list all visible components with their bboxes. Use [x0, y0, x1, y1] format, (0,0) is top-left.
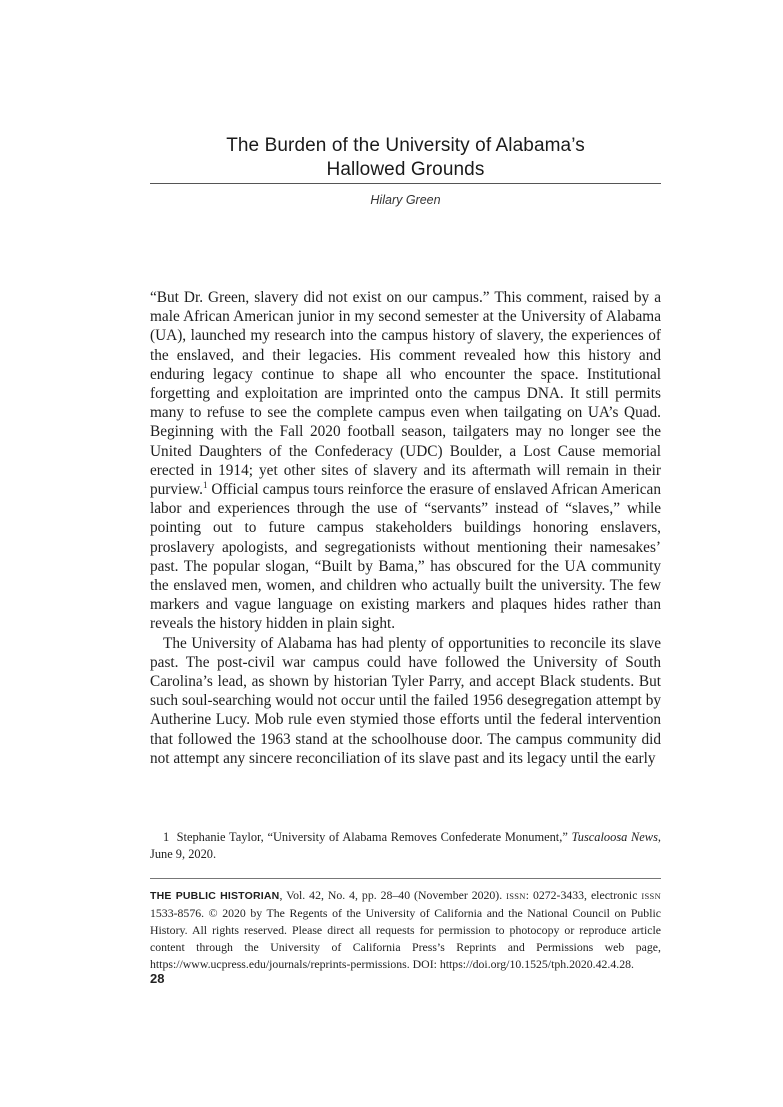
footnote-text-a: Stephanie Taylor, “University of Alabama Removes Confederate Monument,”: [176, 830, 572, 844]
footnote-text-b: , June 9, 2020.: [150, 830, 662, 861]
journal-name: THE PUBLIC HISTORIAN: [150, 890, 280, 902]
paragraph-1-text-a: “But Dr. Green, slavery did not exist on our campus.” This comment, raised by a male African American junior in my second semester at the University of Alabama (UA), launched my research into the campus history of slavery, the experiences of the enslaved, and their legacies. His comment revealed how this history and enduring legacy continue to shape all who encounter the space. Institutional forgetting and exploitation are imprinted onto the campus DNA. It still permits many to refuse to see the complete campus even when tailgating on UA’s Quad. Beginning with the Fall 2020 football season, tailgaters may no longer see the United Daughters of the Confederacy (UDC) Boulder, a Lost Cause memorial erected in 1914; yet other sites of slavery and its aftermath will remain in their purview.: [150, 289, 661, 499]
footnote-reference[interactable]: 1: [202, 479, 208, 490]
issn-label: ISSN: [506, 891, 526, 901]
eissn-label: ISSN: [641, 891, 662, 901]
body-paragraph-1: [150, 288, 661, 634]
issn-value: : 0272-3433, electronic: [525, 888, 642, 902]
journal-info: [150, 887, 661, 973]
footnote-source: Tuscaloosa News: [571, 830, 658, 844]
title-divider: [150, 183, 661, 184]
page-number: 28: [150, 971, 165, 986]
title-line-2: Hallowed Grounds: [326, 159, 485, 180]
journal-rights-text: 1533-8576. © 2020 by The Regents of the University of California and the National Council on Public History. All rights reserved. Please direct all requests for permission to photocopy or reproduce article content through the University of California Press’s Reprints and Permissions web page, https://www.ucpress.edu/journals/reprints-permissions. DOI: https://doi.org/10.1525/tph.2020.42.4.28.: [150, 906, 661, 972]
footnote-number: 1: [163, 830, 170, 844]
footnote-1: [150, 829, 661, 863]
title-line-1: The Burden of the University of Alabama’s: [226, 135, 585, 156]
author-name: Hilary Green: [370, 193, 441, 207]
journal-citation: , Vol. 42, No. 4, pp. 28–40 (November 2020).: [279, 888, 507, 902]
article-title: [150, 134, 661, 182]
body-paragraph-2: The University of Alabama has had plenty of opportunities to reconcile its slave past. The post-civil war campus could have followed the University of South Carolina’s lead, as shown by historian Tyler Parry, and accept Black students. But such soul-searching would not occur until the failed 1956 desegregation attempt by Autherine Lucy. Mob rule even stymied those efforts until the federal intervention that followed the 1963 stand at the schoolhouse door. The campus community did not attempt any sincere reconciliation of its slave past and its legacy until the early: [150, 634, 661, 767]
paragraph-1-text-b: Official campus tours reinforce the erasure of enslaved African American labor and experiences through the use of “servants” instead of “slaves,” while pointing out to future campus stakeholders buildings honoring enslavers, proslavery apologists, and segregationists without mentioning their namesakes’ past. The popular slogan, “Built by Bama,” has obscured for the UA community the enslaved men, women, and children who actually built the university. The few markers and vague language on existing markers and plaques hides rather than reveals the history hidden in plain sight.: [150, 481, 661, 633]
journal-info-divider: [150, 878, 661, 879]
article-body: [150, 288, 661, 768]
